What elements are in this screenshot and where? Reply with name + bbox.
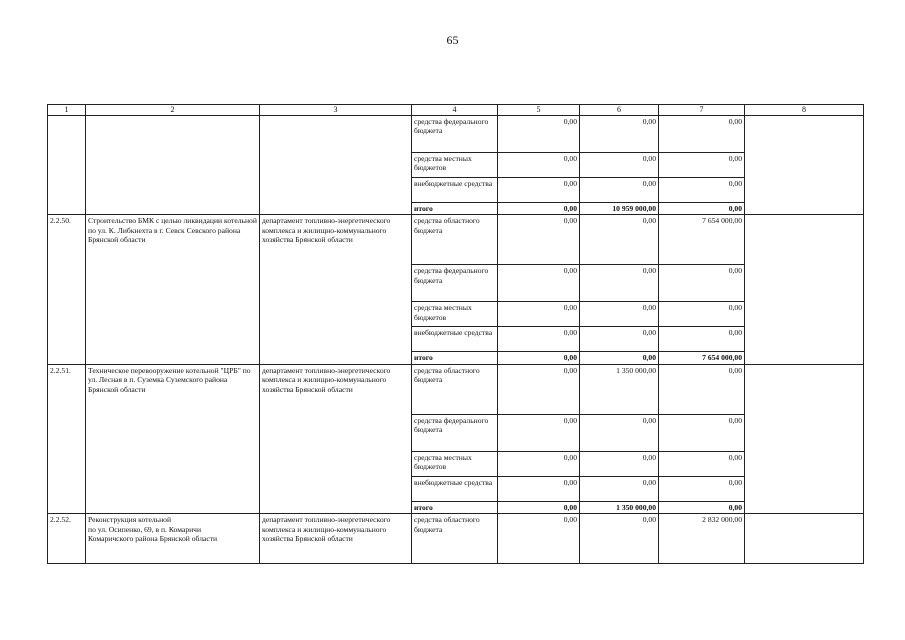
source-cell: итого <box>412 501 498 513</box>
value-cell: 0,00 <box>659 153 745 178</box>
value-cell: 0,00 <box>580 352 659 364</box>
executor-cell: департамент топливно-энергетического комплекса и жилищно-коммунального хозяйства Брянской области <box>260 514 412 564</box>
value-cell: 0,00 <box>498 352 580 364</box>
column-header: 4 <box>412 105 498 116</box>
value-cell: 0,00 <box>659 327 745 352</box>
column-header: 8 <box>745 105 864 116</box>
source-cell: внебюджетные средства <box>412 476 498 501</box>
value-cell: 10 959 000,00 <box>580 203 659 215</box>
value-cell: 0,00 <box>659 414 745 451</box>
budget-table <box>47 104 864 564</box>
column-header-row <box>48 105 864 116</box>
value-cell: 0,00 <box>659 476 745 501</box>
source-cell: средства федерального бюджета <box>412 116 498 153</box>
executor-cell: департамент топливно-энергетического комплекса и жилищно-коммунального хозяйства Брянской области <box>260 364 412 513</box>
source-cell: внебюджетные средства <box>412 178 498 203</box>
name-cell: Строительство БМК с целью ликвидации котельной по ул. К. Либкнехта в г. Севск Севского района Брянской области <box>86 215 260 364</box>
value-cell: 0,00 <box>498 414 580 451</box>
value-cell: 0,00 <box>659 265 745 302</box>
value-cell: 0,00 <box>659 364 745 414</box>
name-line: Комаричского района Брянской области <box>88 534 218 544</box>
column-header: 6 <box>580 105 659 116</box>
column-header: 5 <box>498 105 580 116</box>
value-cell: 0,00 <box>498 302 580 327</box>
source-cell: средства федерального бюджета <box>412 414 498 451</box>
note-cell <box>745 364 864 513</box>
executor-cell: департамент топливно-энергетического комплекса и жилищно-коммунального хозяйства Брянской области <box>260 215 412 364</box>
code-cell: 2.2.52. <box>48 514 86 564</box>
name-cell <box>86 116 260 215</box>
table-row <box>48 364 864 414</box>
table-row <box>48 116 864 153</box>
name-line: Реконструкция котельной <box>88 515 172 525</box>
table-row <box>48 514 864 564</box>
value-cell: 1 350 000,00 <box>580 364 659 414</box>
source-cell: средства областного бюджета <box>412 514 498 564</box>
value-cell: 0,00 <box>498 501 580 513</box>
source-cell: средства областного бюджета <box>412 215 498 265</box>
source-cell: внебюджетные средства <box>412 327 498 352</box>
value-cell: 0,00 <box>498 215 580 265</box>
column-header: 2 <box>86 105 260 116</box>
source-cell: средства федерального бюджета <box>412 265 498 302</box>
value-cell: 0,00 <box>498 451 580 476</box>
executor-cell <box>260 116 412 215</box>
value-cell: 0,00 <box>498 514 580 564</box>
value-cell: 0,00 <box>580 476 659 501</box>
name-line: по ул. Осипенко, 69, в п. Комаричи <box>88 524 202 534</box>
source-cell: итого <box>412 352 498 364</box>
value-cell: 0,00 <box>659 178 745 203</box>
value-cell: 0,00 <box>580 514 659 564</box>
value-cell: 7 654 000,00 <box>659 215 745 265</box>
code-cell: 2.2.51. <box>48 364 86 513</box>
value-cell: 0,00 <box>659 451 745 476</box>
value-cell: 0,00 <box>580 265 659 302</box>
source-cell: средства местных бюджетов <box>412 153 498 178</box>
value-cell: 0,00 <box>659 302 745 327</box>
name-cell: Техническое перевооружение котельной "ЦРБ" по ул. Лесная в п. Суземка Суземского района Брянской области <box>86 364 260 513</box>
name-cell <box>86 514 260 564</box>
value-cell: 2 832 000,00 <box>659 514 745 564</box>
value-cell: 1 350 000,00 <box>580 501 659 513</box>
value-cell: 0,00 <box>659 501 745 513</box>
value-cell: 0,00 <box>580 451 659 476</box>
note-cell <box>745 215 864 364</box>
value-cell: 0,00 <box>580 414 659 451</box>
value-cell: 0,00 <box>498 364 580 414</box>
value-cell: 0,00 <box>498 265 580 302</box>
value-cell: 0,00 <box>498 327 580 352</box>
value-cell: 0,00 <box>498 178 580 203</box>
value-cell: 0,00 <box>580 327 659 352</box>
source-cell: средства местных бюджетов <box>412 302 498 327</box>
column-header: 7 <box>659 105 745 116</box>
value-cell: 0,00 <box>498 203 580 215</box>
value-cell: 0,00 <box>659 116 745 153</box>
column-header: 3 <box>260 105 412 116</box>
value-cell: 0,00 <box>498 116 580 153</box>
value-cell: 0,00 <box>498 476 580 501</box>
page-number: 65 <box>446 33 459 47</box>
code-cell: 2.2.50. <box>48 215 86 364</box>
value-cell: 0,00 <box>659 203 745 215</box>
value-cell: 0,00 <box>580 215 659 265</box>
source-cell: средства местных бюджетов <box>412 451 498 476</box>
value-cell: 0,00 <box>580 153 659 178</box>
value-cell: 0,00 <box>580 302 659 327</box>
value-cell: 0,00 <box>580 178 659 203</box>
value-cell: 0,00 <box>498 153 580 178</box>
source-cell: итого <box>412 203 498 215</box>
value-cell: 7 654 000,00 <box>659 352 745 364</box>
note-cell <box>745 514 864 564</box>
table-row <box>48 215 864 265</box>
note-cell <box>745 116 864 215</box>
column-header: 1 <box>48 105 86 116</box>
source-cell: средства областного бюджета <box>412 364 498 414</box>
code-cell <box>48 116 86 215</box>
value-cell: 0,00 <box>580 116 659 153</box>
